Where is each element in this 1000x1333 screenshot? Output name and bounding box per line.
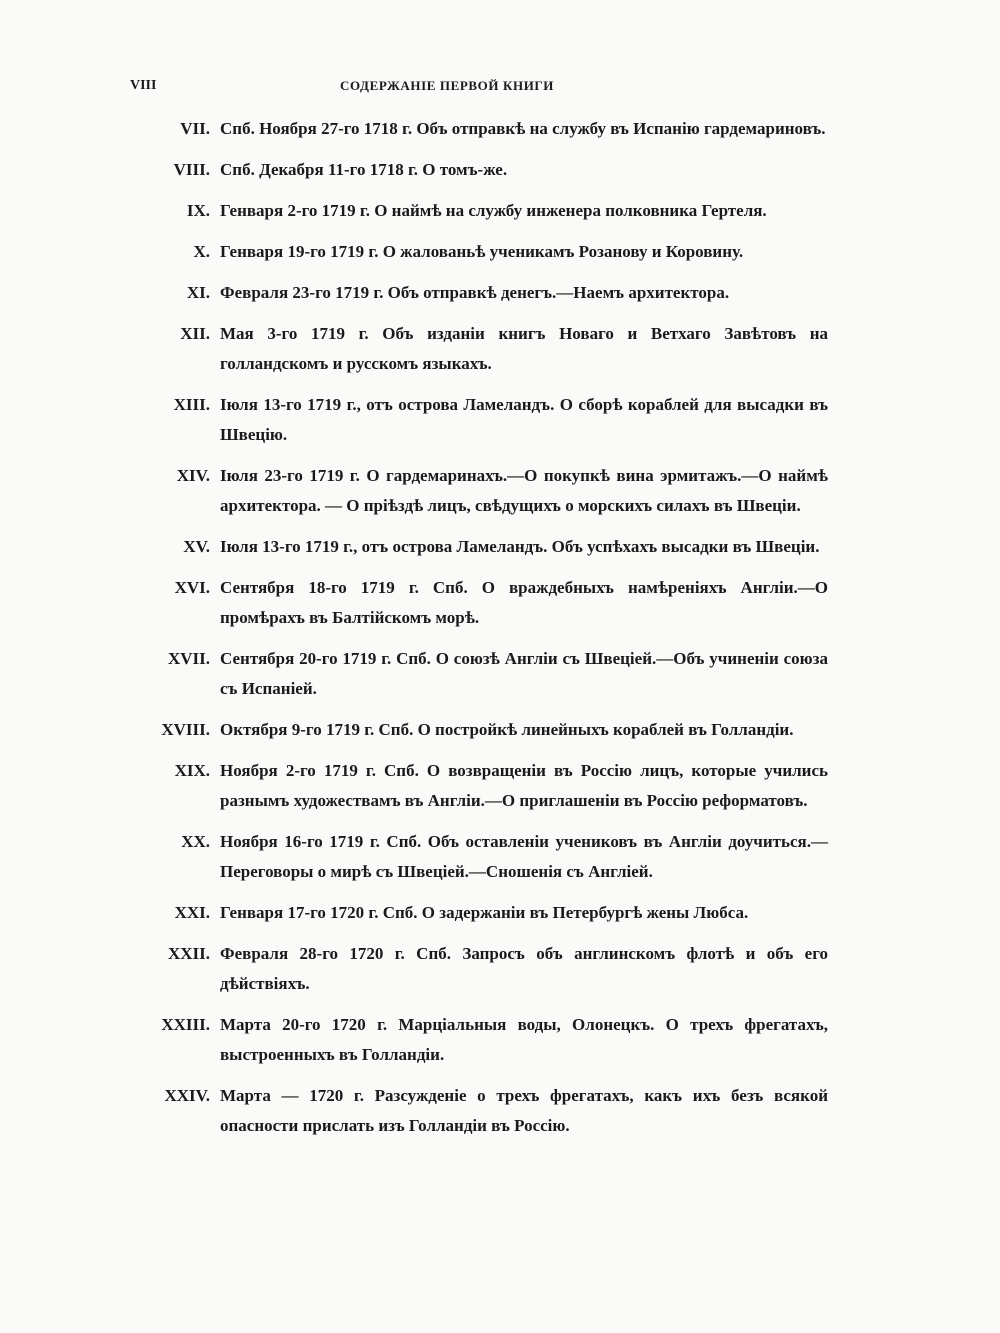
toc-entry	[148, 319, 828, 379]
entry-text: Ноября 2-го 1719 г. Спб. О возвращеніи въ Россію лицъ, которые учились разнымъ художествамъ въ Англіи.—О приглашеніи въ Россію реформатовъ.	[220, 761, 828, 810]
toc-entry	[148, 114, 828, 144]
toc-entry	[148, 939, 828, 999]
toc-entry	[148, 390, 828, 450]
toc-entry	[148, 1081, 828, 1141]
entry-number: XXI.	[174, 903, 210, 922]
entry-text: Іюля 23-го 1719 г. О гардемаринахъ.—О покупкѣ вина эрмитажъ.—О наймѣ архитектора. — О пріѣздѣ лицъ, свѣдущихъ о морскихъ силахъ въ Швеціи.	[220, 466, 828, 515]
table-of-contents	[148, 114, 828, 1152]
entry-text: Сентября 18-го 1719 г. Спб. О враждебныхъ намѣреніяхъ Англіи.—О промѣрахъ въ Балтійскомъ морѣ.	[220, 578, 828, 627]
entry-number: XVII.	[167, 649, 210, 668]
toc-entry	[148, 461, 828, 521]
entry-number: XV.	[183, 537, 210, 556]
entry-text: Спб. Декабря 11-го 1718 г. О томъ-же.	[220, 160, 508, 179]
entry-text: Мая 3-го 1719 г. Объ изданіи книгъ Новаго и Ветхаго Завѣтовъ на голландскомъ и русскомъ языкахъ.	[220, 324, 828, 373]
entry-text: Генваря 17-го 1720 г. Спб. О задержаніи въ Петербургѣ жены Любса.	[220, 903, 749, 922]
entry-number: XX.	[181, 832, 210, 851]
entry-number: XVIII.	[161, 720, 210, 739]
entry-text: Ноября 16-го 1719 г. Спб. Объ оставленіи учениковъ въ Англіи доучиться.—Переговоры о мирѣ съ Швеціей.—Сношенія съ Англіей.	[220, 832, 828, 881]
page-number: VIII	[130, 78, 157, 93]
entry-text: Іюля 13-го 1719 г., отъ острова Ламеландъ. Объ успѣхахъ высадки въ Швеціи.	[220, 537, 820, 556]
toc-entry	[148, 827, 828, 887]
entry-number: XIV.	[176, 466, 210, 485]
entry-text: Спб. Ноября 27-го 1718 г. Объ отправкѣ на службу въ Испанію гардемариновъ.	[220, 119, 826, 138]
toc-entry	[148, 237, 828, 267]
toc-entry	[148, 644, 828, 704]
entry-number: XII.	[180, 324, 210, 343]
entry-text: Марта — 1720 г. Разсужденіе о трехъ фрегатахъ, какъ ихъ безъ всякой опасности прислать изъ Голландіи въ Россію.	[220, 1086, 828, 1135]
toc-entry	[148, 155, 828, 185]
entry-text: Февраля 23-го 1719 г. Объ отправкѣ денегъ.—Наемъ архитектора.	[220, 283, 730, 302]
entry-text: Іюля 13-го 1719 г., отъ острова Ламеландъ. О сборѣ кораблей для высадки въ Швецію.	[220, 395, 828, 444]
toc-entry	[148, 573, 828, 633]
entry-number: IX.	[186, 201, 210, 220]
entry-number: XXIV.	[164, 1086, 210, 1105]
entry-number: VII.	[180, 119, 210, 138]
entry-number: XXIII.	[161, 1015, 210, 1034]
entry-number: XIX.	[174, 761, 210, 780]
entry-text: Марта 20-го 1720 г. Марціальныя воды, Олонецкъ. О трехъ фрегатахъ, выстроенныхъ въ Голландіи.	[220, 1015, 828, 1064]
toc-entry	[148, 532, 828, 562]
page-header	[130, 78, 830, 100]
entry-text: Февраля 28-го 1720 г. Спб. Запросъ объ англинскомъ флотѣ и объ его дѣйствіяхъ.	[220, 944, 828, 993]
entry-number: VIII.	[173, 160, 210, 179]
toc-entry	[148, 756, 828, 816]
toc-entry	[148, 715, 828, 745]
entry-number: X.	[193, 242, 210, 261]
entry-number: XVI.	[174, 578, 210, 597]
toc-entry	[148, 898, 828, 928]
running-head: СОДЕРЖАНІЕ ПЕРВОЙ КНИГИ	[340, 78, 554, 93]
entry-number: XIII.	[173, 395, 210, 414]
entry-text: Октября 9-го 1719 г. Спб. О постройкѣ линейныхъ кораблей въ Голландіи.	[220, 720, 794, 739]
entry-text: Генваря 19-го 1719 г. О жалованьѣ ученикамъ Розанову и Коровину.	[220, 242, 744, 261]
entry-number: XXII.	[167, 944, 210, 963]
entry-text: Сентября 20-го 1719 г. Спб. О союзѣ Англіи съ Швеціей.—Объ учиненіи союза съ Испаніей.	[220, 649, 828, 698]
toc-entry	[148, 196, 828, 226]
entry-text: Генваря 2-го 1719 г. О наймѣ на службу инженера полковника Гертеля.	[220, 201, 767, 220]
toc-entry	[148, 1010, 828, 1070]
entry-number: XI.	[186, 283, 210, 302]
toc-entry	[148, 278, 828, 308]
